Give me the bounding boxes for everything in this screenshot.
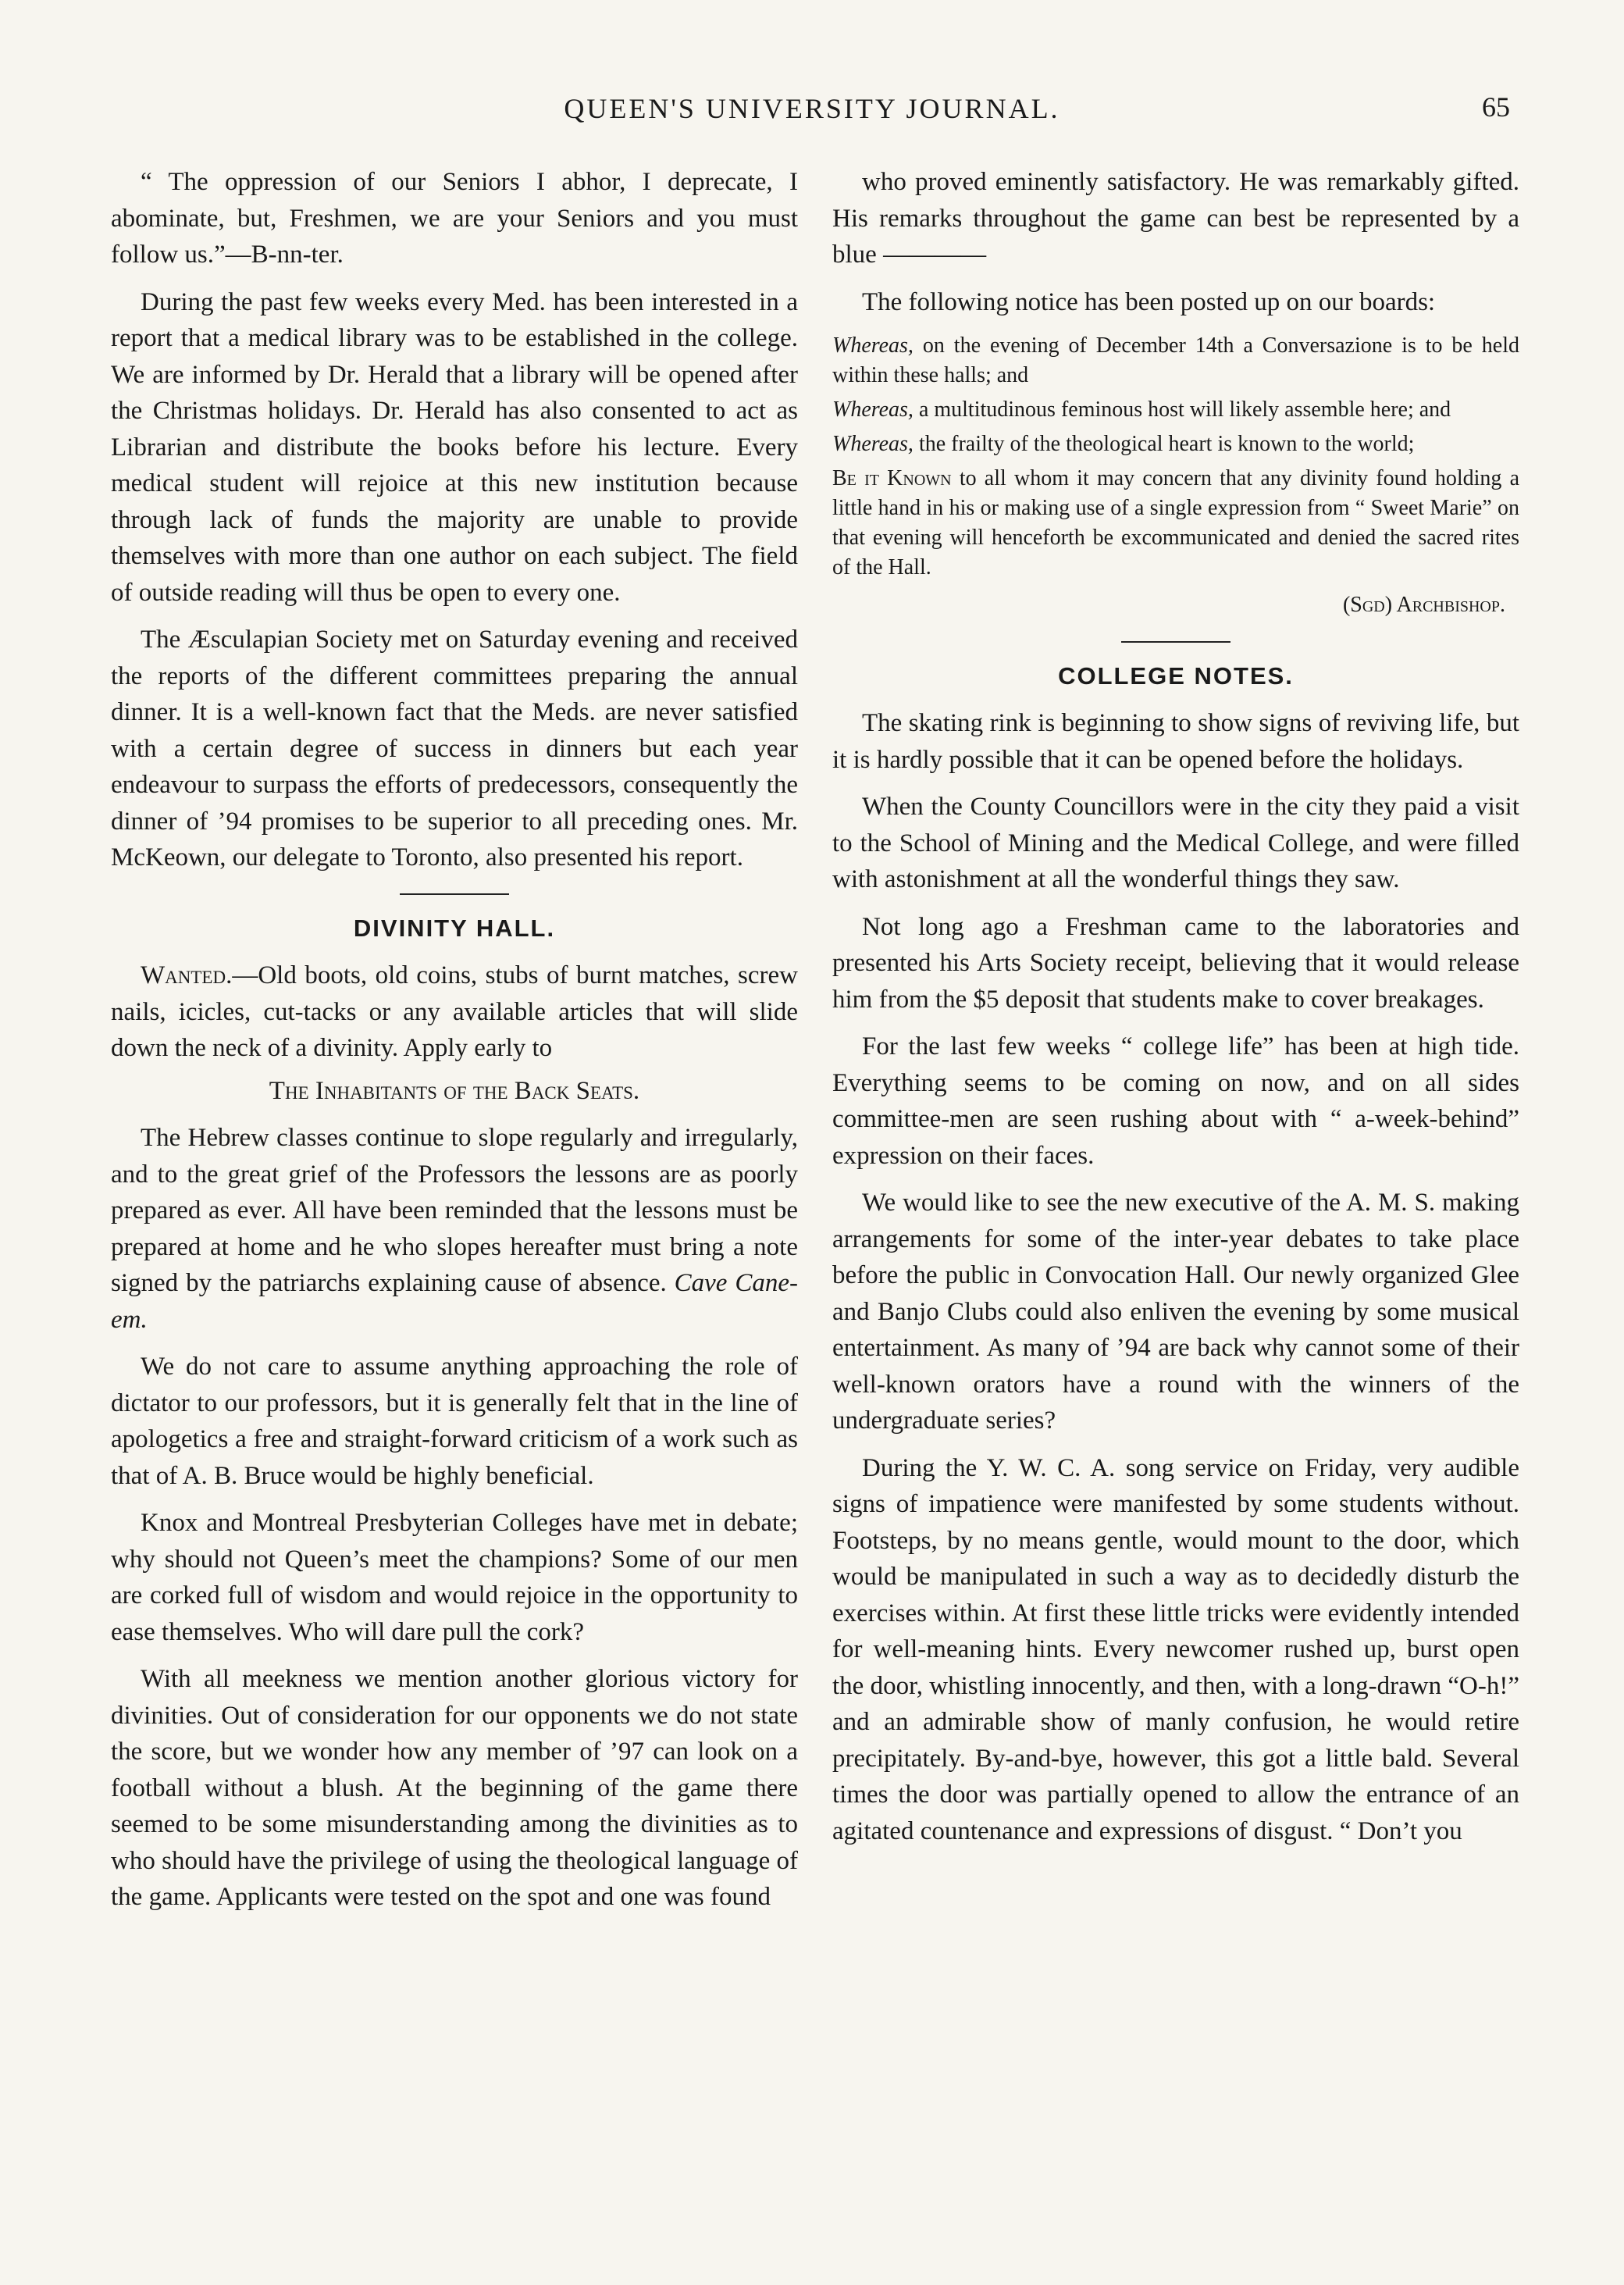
right-column [832,164,1519,1860]
medical-library-paragraph: During the past few weeks every Med. has been interested in a report that a medical library was to be established in the college. We are informed by Dr. Herald that a library will be opened after the Christmas holidays. Dr. Herald has also consented to act as Librarian and distribute the books before his lecture. Every medical student will rejoice at this new institution because through lack of funds the majority are unable to provide themselves with more than one author on each subject. The field of outside reading will thus be open to every one. [111,287,798,607]
running-head: QUEEN'S UNIVERSITY JOURNAL. [564,93,1060,124]
wanted-label: Wanted. [141,961,233,989]
wanted-paragraph [111,957,798,1067]
notice-intro: The following notice has been posted up on our boards: [862,287,1436,316]
county-councillors-paragraph: When the County Councillors were in the city they paid a visit to the School of Mining and the Medical College, and were filled with astonishment at all the wonderful things they saw. [832,793,1519,893]
debate-paragraph: Knox and Montreal Presbyterian Colleges have met in debate; why should not Queen’s meet the champions? Some of our men are corked full of wisdom and would rejoice in the opportunity to ease themselves. Who will dare pull the cork? [111,1509,798,1646]
skating-rink-paragraph: The skating rink is beginning to show signs of reviving life, but it is hardly possible that it can be opened before the holidays. [832,709,1519,774]
hebrew-italic: Cave Cane-em. [111,1269,799,1334]
whereas-3-label: Whereas, [832,432,914,456]
dictator-paragraph: We do not care to assume anything approaching the role of dictator to our professors, but it is generally felt that in the line of apologetics a free and straight-forward criticism of a work such as that of A. B. Bruce would be highly beneficial. [111,1353,798,1490]
college-notes-heading: COLLEGE NOTES. [1058,661,1294,690]
whereas-1 [832,331,1519,390]
football-paragraph: With all meekness we mention another glorious victory for divinities. Out of consideration for our opponents we do not state the score, but we wonder how any member of ’97 can look on a football without a blush. At the beginning of the game there seemed to be some misunderstanding among the divinities as to who should have the privilege of using the theological language of the game. Applicants were tested on the spot and one was found [111,1665,798,1911]
archbishop-signature-text: (Sgd) Archbishop. [1342,593,1505,617]
whereas-1-text: on the evening of December 14th a Conversazione is to be held within these halls; and [832,333,1520,387]
divinity-hall-heading: DIVINITY HALL. [353,914,556,942]
whereas-3-text: the frailty of the theological heart is known to the world; [918,432,1415,456]
be-it-known [832,464,1519,583]
ywca-paragraph: During the Y. W. C. A. song service on Friday, very audible signs of impatience were manifested by some students without. Footsteps, by no means gentle, would mount to the door, which would be manipulated in such a way as to decidedly disturb the exercises within. At first these little tricks were evidently intended for well-meaning hints. Every newcomer rushed up, burst open the door, whistling innocently, and then, with a long-drawn “O-h!” and an admirable show of manly confusion, he would retire precipitately. By-and-bye, however, this got a little bald. Several times the door was partially opened to allow the entrance of an agitated countenance and expressions of disgust. “ Don’t you [832,1453,1519,1845]
quote-paragraph: “ The oppression of our Seniors I abhor, I deprecate, I abominate, but, Freshmen, we are your Seniors and you must follow us.”—B-nn-ter. [111,168,798,269]
freshman-paragraph: Not long ago a Freshman came to the laboratories and presented his Arts Society receipt, believing that it would release him from the $5 deposit that students make to cover breakages. [832,912,1519,1014]
aesculapian-paragraph: The Æsculapian Society met on Saturday evening and received the reports of the different committees preparing the annual dinner. It is a well-known fact that the Meds. are never satisfied with a certain degree of success in dinners but each year endeavour to surpass the efforts of predecessors, consequently the dinner of ’94 promises to be superior to all preceding ones. Mr. McKeown, our delegate to Toronto, also presented his report. [111,626,798,872]
whereas-3 [832,430,1519,459]
be-it-known-label: Be it Known [832,466,952,490]
college-life-paragraph: For the last few weeks “ college life” has been at high tide. Everything seems to be coming on now, and on all sides committee-men are seen rushing about with “ a-week-behind” expression on their faces. [832,1032,1519,1170]
left-column [111,164,798,1927]
page-number: 65 [1482,91,1510,123]
hebrew-text: The Hebrew classes continue to slope regularly and irregularly, and to the great grief of the Professors the lessons are as poorly prepared as ever. All have been reminded that the lessons must be prepared at home and he who slopes hereafter must bring a note signed by the patriarchs explaining cause of absence. [111,1124,798,1297]
wanted-signature: The Inhabitants of the Back Seats. [269,1076,640,1105]
section-divider [400,893,509,895]
whereas-2-text: a multitudinous feminous host will likely assemble here; and [918,397,1451,422]
wanted-text: —Old boots, old coins, stubs of burnt matches, screw nails, icicles, cut-tacks or any available articles that will slide down the neck of a divinity. Apply early to [111,961,798,1062]
whereas-2 [832,395,1519,425]
hebrew-classes-paragraph [111,1120,798,1338]
section-divider-right [1121,641,1230,643]
ams-paragraph: We would like to see the new executive of the A. M. S. making arrangements for some of the inter-year debates to take place before the public in Convocation Hall. Our newly organized Glee and Banjo Clubs could also enliven the evening by some musical entertainment. As many of ’94 are back why cannot some of their well-known orators have a round with the winners of the undergraduate series? [832,1189,1519,1435]
whereas-2-label: Whereas, [832,397,914,422]
be-it-known-text: to all whom it may concern that any divinity found holding a little hand in his or making use of a single expression from “ Sweet Marie” on that evening will henceforth be excommunicated and denied the sacred rites of the Hall. [832,466,1520,579]
archbishop-signature [832,587,1519,624]
continued-paragraph: who proved eminently satisfactory. He was remarkably gifted. His remarks throughout the game can best be represented by a blue ———— [832,168,1519,269]
whereas-1-label: Whereas, [832,333,914,358]
